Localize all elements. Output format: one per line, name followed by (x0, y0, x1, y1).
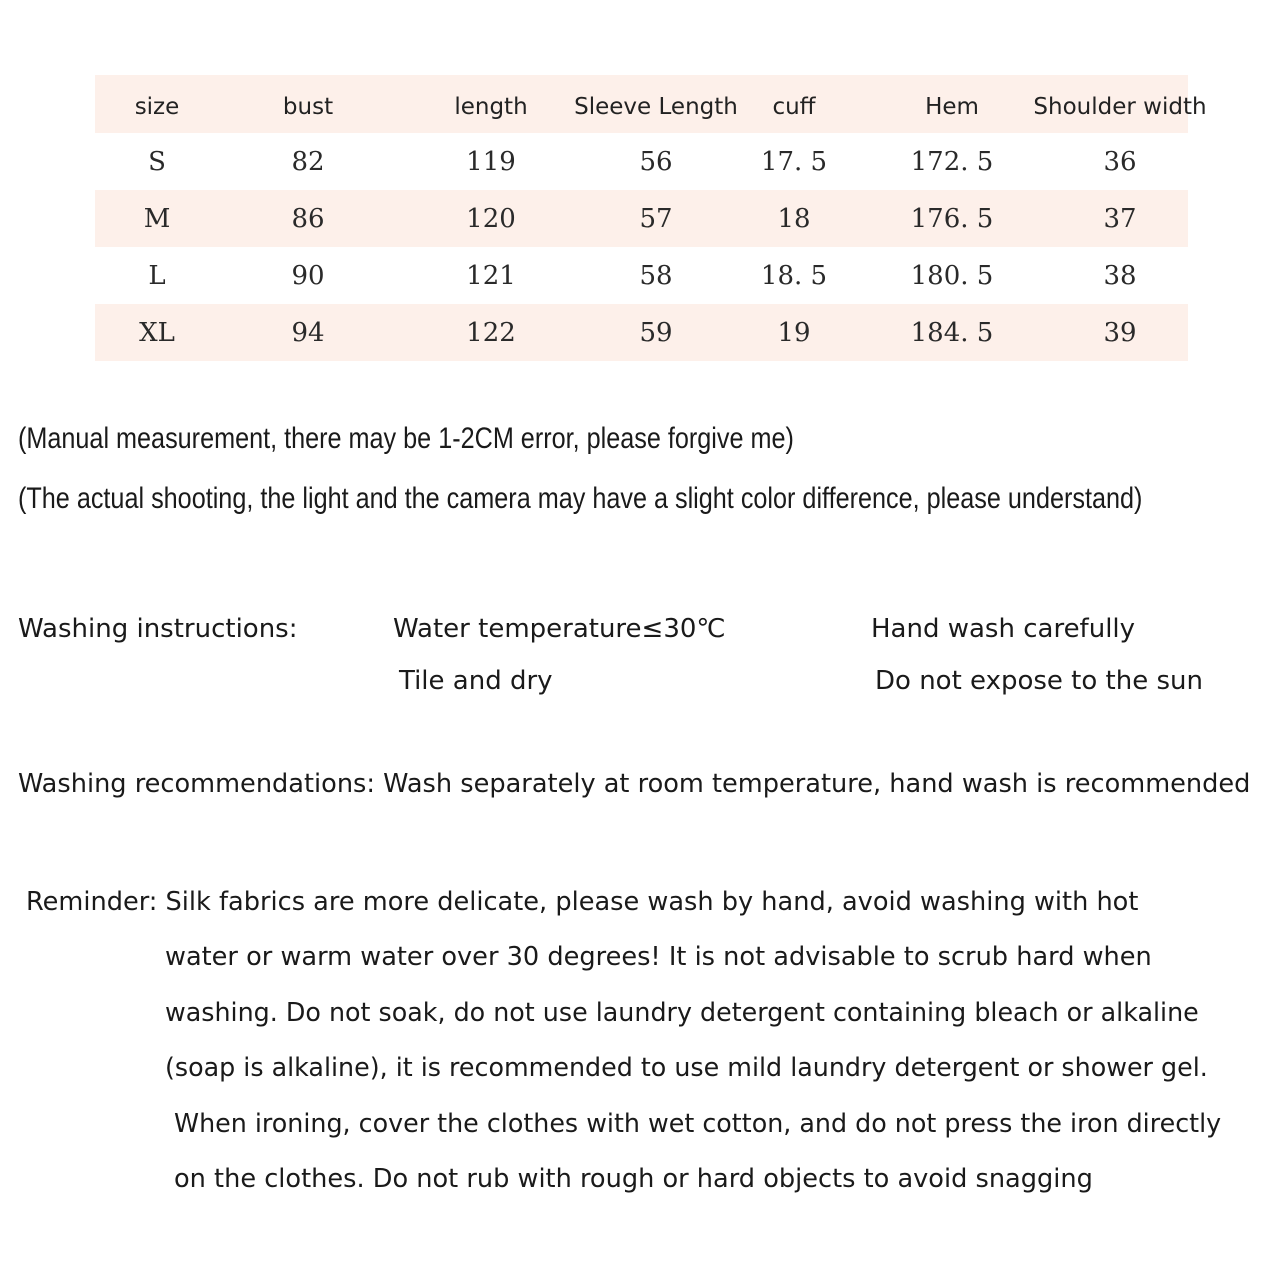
cell-bust: 90 (291, 260, 325, 291)
cell-cuff: 18 (777, 203, 811, 234)
cell-hem: 184. 5 (910, 317, 994, 348)
size-chart-table (95, 75, 1207, 361)
cell-shoulder-width: 36 (1103, 146, 1137, 177)
cell-bust: 94 (291, 317, 325, 348)
reminder-line: When ironing, cover the clothes with wet cotton, and do not press the iron directly (174, 1109, 1222, 1139)
cell-sleeve-length: 56 (639, 146, 673, 177)
cell-length: 121 (466, 260, 516, 291)
measurement-note: (Manual measurement, there may be 1-2CM error, please forgive me) (18, 422, 794, 455)
cell-sleeve-length: 58 (639, 260, 673, 291)
cell-bust: 82 (291, 146, 325, 177)
cell-size: XL (139, 317, 175, 348)
water-temperature-instruction: Water temperature≤30℃ (393, 614, 726, 644)
washing-instructions-label: Washing instructions: (18, 614, 298, 644)
header-bust: bust (282, 94, 334, 120)
table-row (95, 247, 1188, 304)
cell-size: S (148, 146, 166, 177)
header-hem: Hem (925, 94, 979, 120)
table-row (95, 190, 1188, 247)
washing-recommendations: Washing recommendations: Wash separately at room temperature, hand wash is recommended (18, 769, 1251, 799)
header-size: size (134, 94, 180, 120)
cell-length: 120 (466, 203, 516, 234)
header-sleeve-length: Sleeve Length (574, 94, 738, 120)
cell-sleeve-length: 59 (639, 317, 673, 348)
cell-size: L (148, 260, 166, 291)
cell-sleeve-length: 57 (639, 203, 673, 234)
reminder-line: (soap is alkaline), it is recommended to use mild laundry detergent or shower gel. (165, 1053, 1208, 1083)
cell-length: 119 (466, 146, 516, 177)
cell-size: M (143, 203, 171, 234)
cell-cuff: 17. 5 (760, 146, 828, 177)
cell-hem: 172. 5 (910, 146, 994, 177)
cell-hem: 176. 5 (910, 203, 994, 234)
reminder-line: water or warm water over 30 degrees! It is not advisable to scrub hard when (165, 942, 1152, 972)
header-shoulder-width: Shoulder width (1033, 94, 1207, 120)
header-length: length (454, 94, 528, 120)
cell-shoulder-width: 37 (1103, 203, 1137, 234)
no-sun-instruction: Do not expose to the sun (875, 666, 1203, 696)
cell-cuff: 18. 5 (760, 260, 828, 291)
table-row (95, 133, 1188, 190)
header-cuff: cuff (772, 94, 816, 120)
cell-cuff: 19 (777, 317, 811, 348)
reminder-line: on the clothes. Do not rub with rough or hard objects to avoid snagging (174, 1164, 1093, 1194)
reminder-line: Reminder: Silk fabrics are more delicate, please wash by hand, avoid washing with hot (26, 887, 1139, 917)
cell-shoulder-width: 38 (1103, 260, 1137, 291)
cell-hem: 180. 5 (910, 260, 994, 291)
table-row (95, 304, 1188, 361)
cell-bust: 86 (291, 203, 325, 234)
tile-dry-instruction: Tile and dry (399, 666, 553, 696)
color-difference-note: (The actual shooting, the light and the camera may have a slight color difference, please understand) (18, 482, 1143, 515)
cell-shoulder-width: 39 (1103, 317, 1137, 348)
reminder-line: washing. Do not soak, do not use laundry detergent containing bleach or alkaline (165, 998, 1199, 1028)
table-header-row (95, 75, 1207, 133)
hand-wash-instruction: Hand wash carefully (871, 614, 1136, 644)
cell-length: 122 (466, 317, 516, 348)
